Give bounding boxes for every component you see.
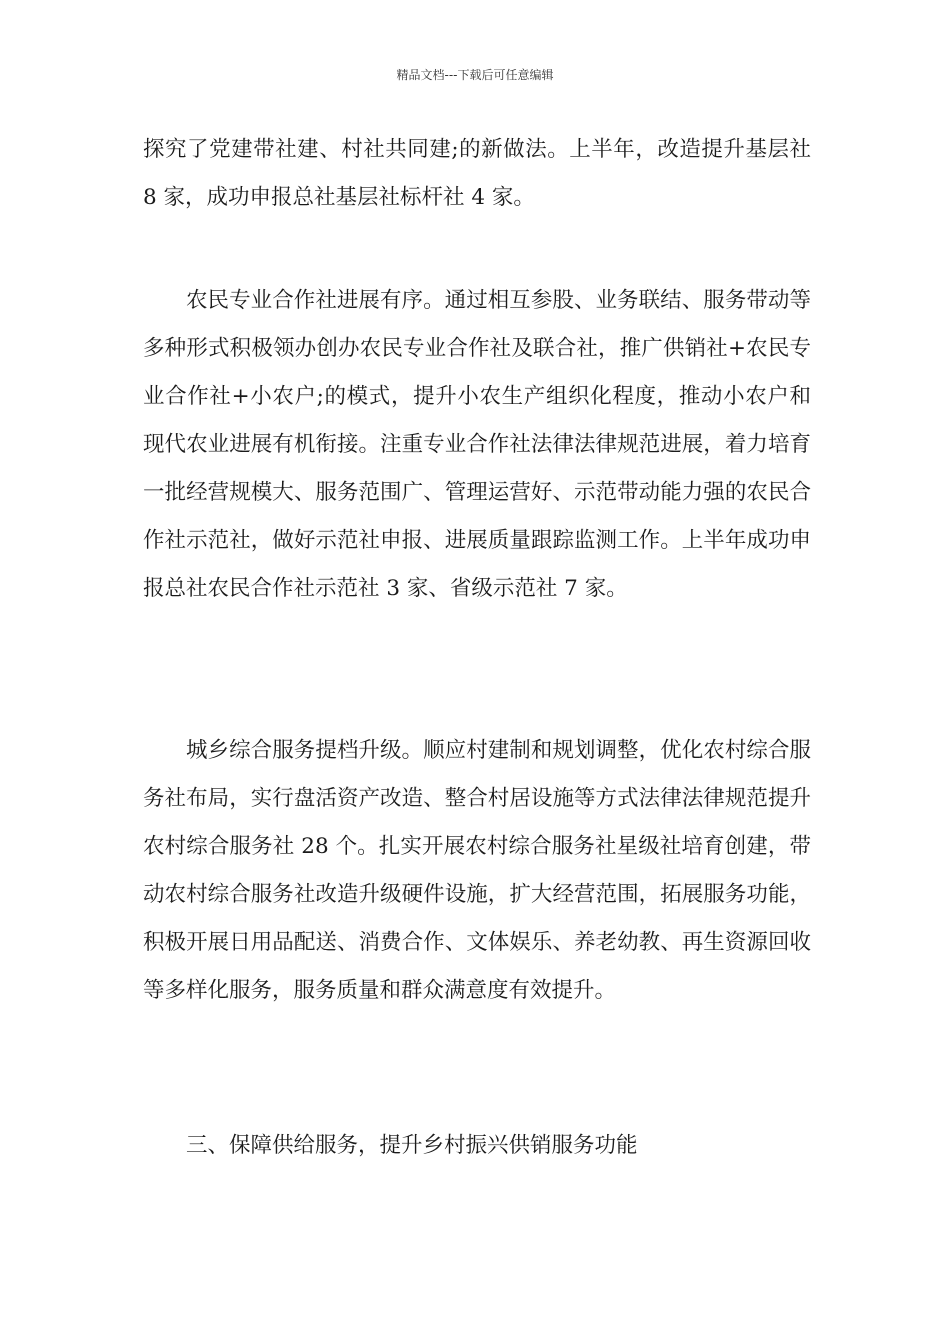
- section-heading: 三、保障供给服务，提升乡村振兴供销服务功能: [186, 1133, 638, 1158]
- page-header: 精品文档---下载后可任意编辑: [396, 68, 554, 82]
- paragraph-3: 城乡综合服务提档升级。顺应村建制和规划调整，优化农村综合服务社布局，实行盘活资产改造、整合村居设施等方式法律法律规范提升农村综合服务社 28 个。扎实开展农村综合服务社星级社培育创建，带动农村综合服务社改造升级硬件设施，扩大经营范围，拓展服务功能，积极开展日用品配送、消费合作、文体娱乐、养老幼教、再生资源回收等多样化服务，服务质量和群众满意度有效提升。: [143, 738, 811, 1003]
- paragraph-2: 农民专业合作社进展有序。通过相互参股、业务联结、服务带动等多种形式积极领办创办农民专业合作社及联合社，推广供销社+农民专业合作社+小农户;的模式，提升小农生产组织化程度，推动小农户和现代农业进展有机衔接。注重专业合作社法律法律规范进展，着力培育一批经营规模大、服务范围广、管理运营好、示范带动能力强的农民合作社示范社，做好示范社申报、进展质量跟踪监测工作。上半年成功申报总社农民合作社示范社 3 家、省级示范社 7 家。: [143, 288, 811, 601]
- paragraph-1: 探究了党建带社建、村社共同建;的新做法。上半年，改造提升基层社 8 家，成功申报总社基层社标杆社 4 家。: [143, 137, 811, 210]
